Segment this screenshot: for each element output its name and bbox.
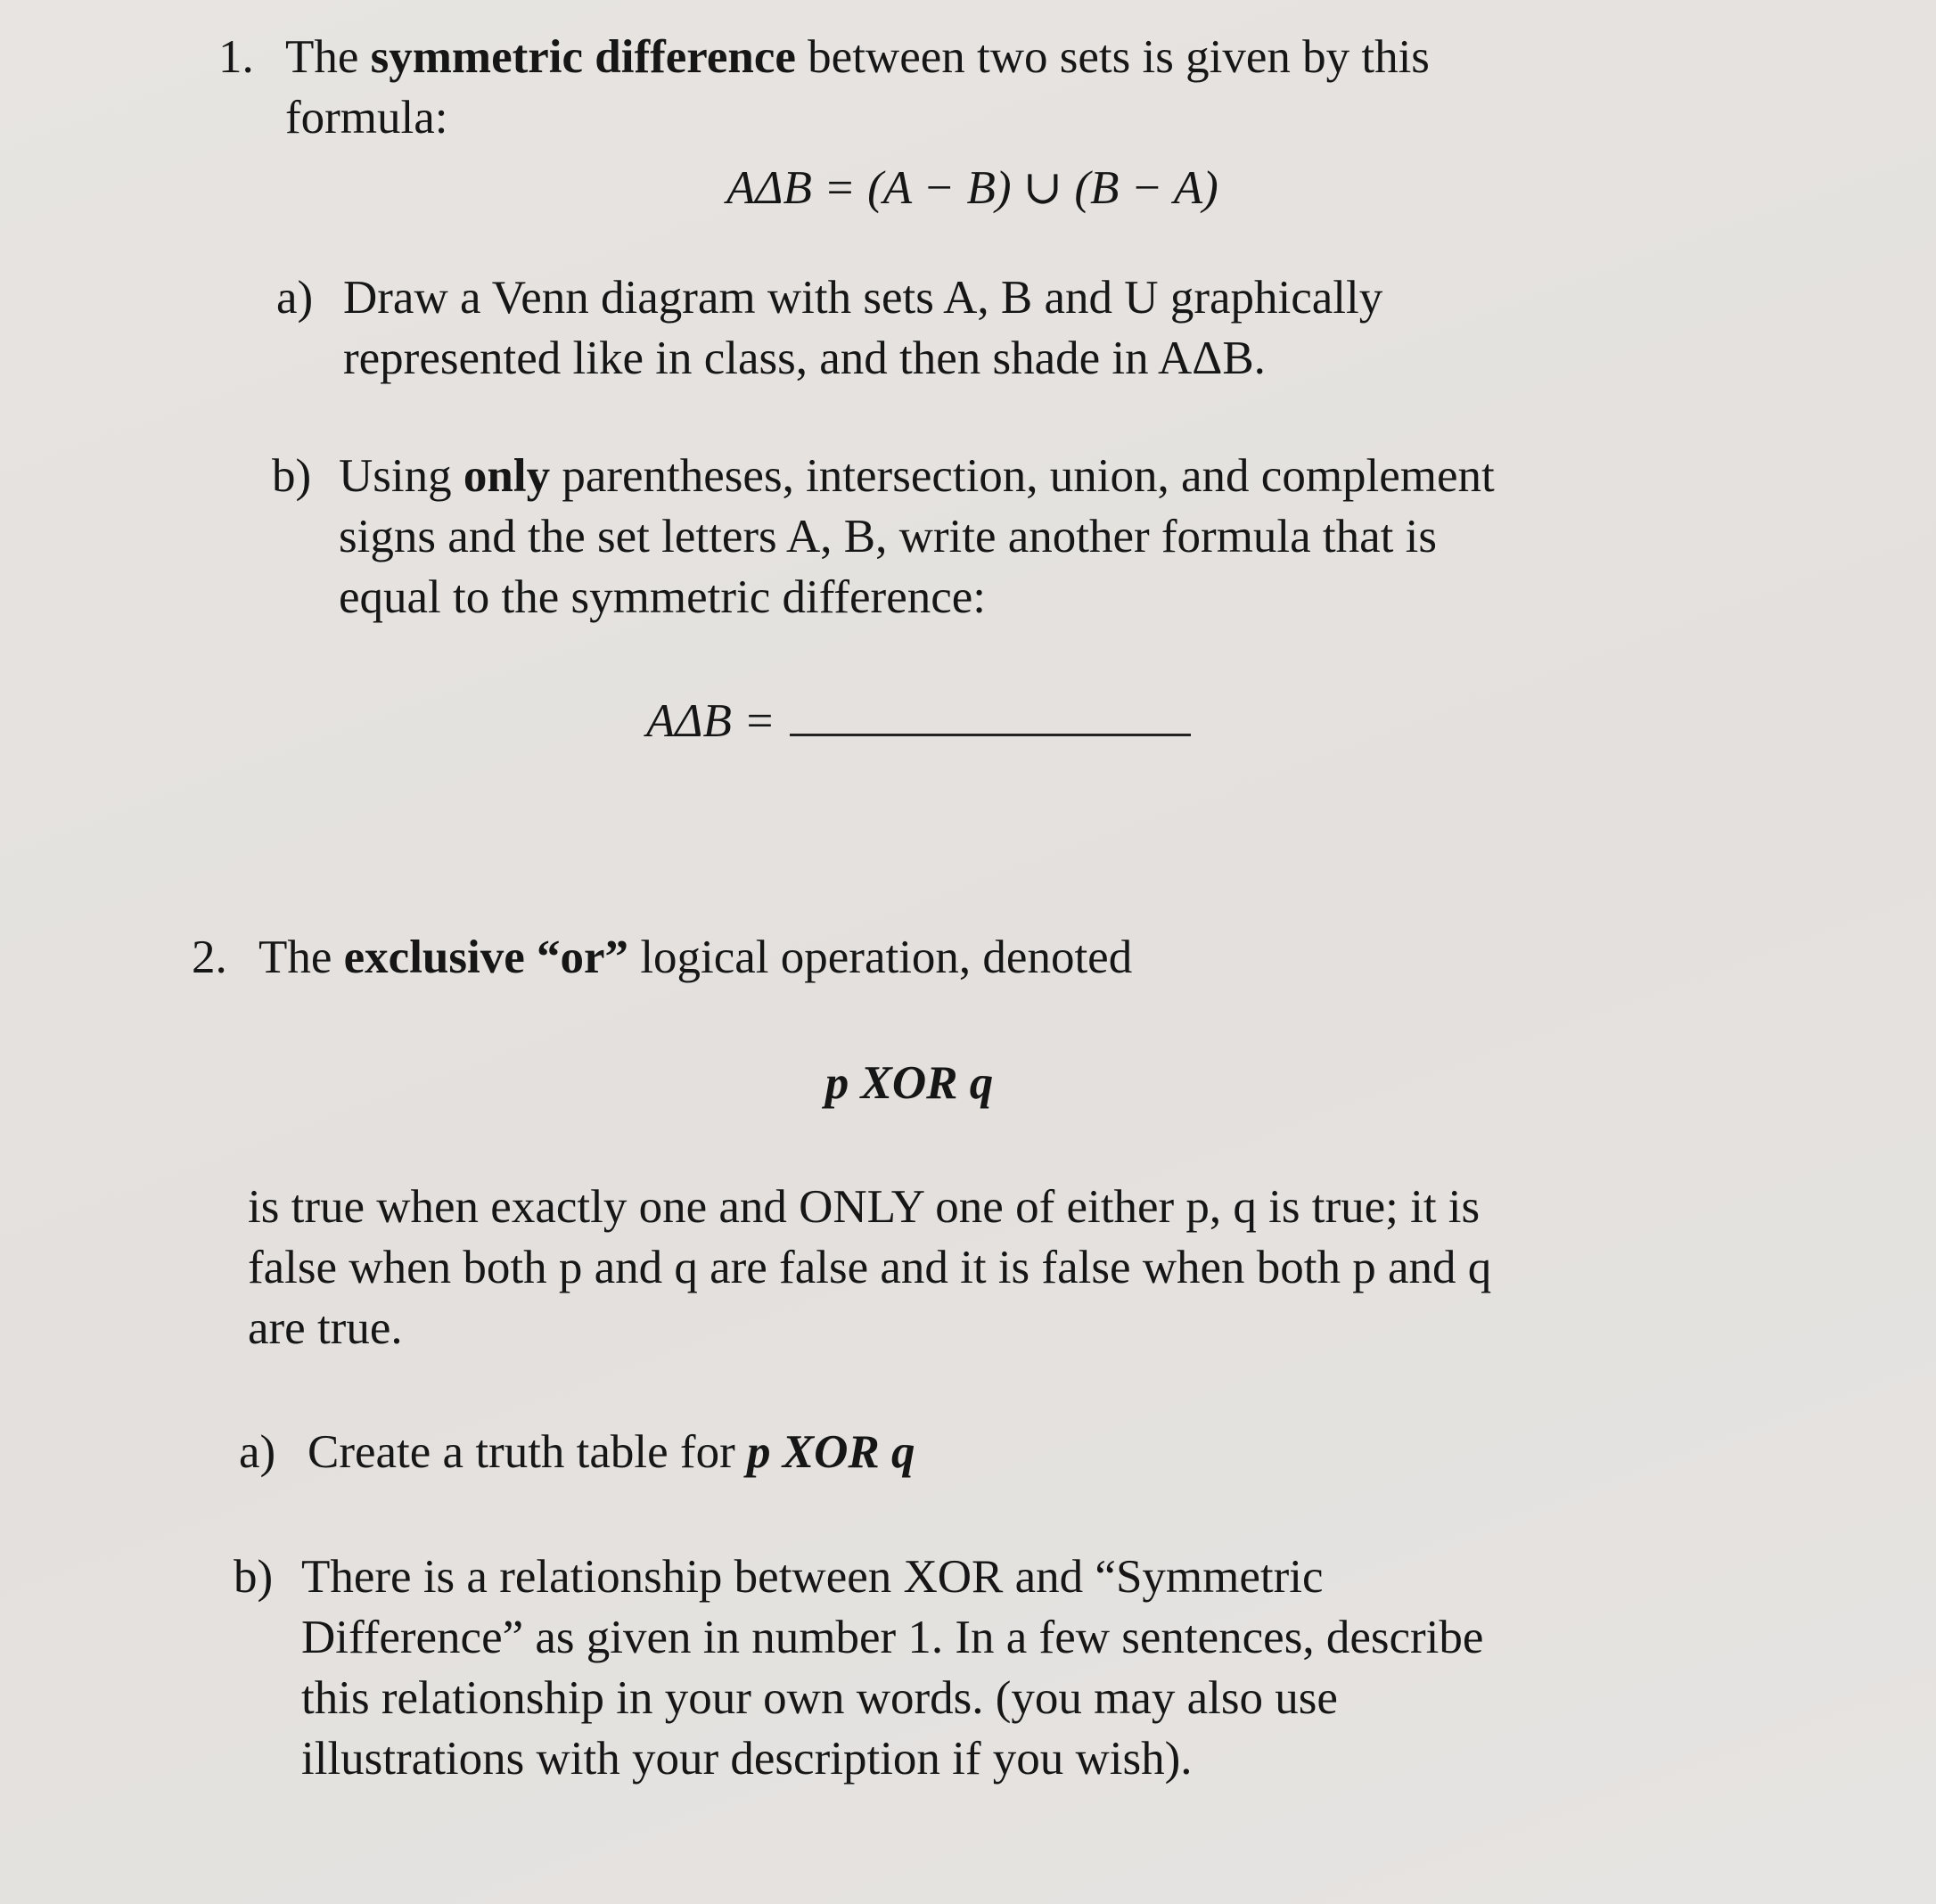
q2-desc-line3: are true. bbox=[248, 1302, 403, 1354]
q1-b-label-text: b) bbox=[272, 450, 312, 502]
q1-formula: AΔB = (A − B) ∪ (B − A) bbox=[726, 162, 1218, 214]
q1-b-answer-lhs: AΔB = bbox=[646, 695, 775, 747]
q1-a-label-text: a) bbox=[276, 272, 314, 324]
q2-number bbox=[192, 927, 227, 988]
q2-a-text bbox=[308, 1422, 915, 1482]
q1-b-line1-bold: only bbox=[463, 450, 551, 502]
q2-b-line3: this relationship in your own words. (you may also use bbox=[301, 1672, 1338, 1724]
q2-a-text-math: p XOR q bbox=[746, 1426, 915, 1478]
q2-description bbox=[248, 1177, 1491, 1358]
q2-intro-bold: exclusive “or” bbox=[343, 931, 629, 983]
q1-number-text: 1. bbox=[218, 31, 254, 83]
q1-b-line2: signs and the set letters A, B, write another formula that is bbox=[339, 511, 1437, 562]
q1-b-label bbox=[272, 446, 311, 506]
q2-b-label bbox=[234, 1547, 273, 1607]
q2-desc-line1: is true when exactly one and ONLY one of either p, q is true; it is bbox=[248, 1181, 1481, 1233]
q2-b-line4: illustrations with your description if you wish). bbox=[301, 1733, 1193, 1785]
q1-b-line1-pre: Using bbox=[339, 450, 463, 502]
q2-intro-pre: The bbox=[258, 931, 344, 983]
q2-b-line1: There is a relationship between XOR and “Symmetric bbox=[301, 1551, 1324, 1603]
q1-a-text bbox=[343, 267, 1382, 389]
q2-intro bbox=[258, 927, 1132, 988]
q1-intro-line1 bbox=[285, 27, 1430, 87]
q1-b-line3: equal to the symmetric difference: bbox=[339, 571, 987, 623]
q1-intro-post: between two sets is given by this bbox=[795, 31, 1430, 83]
q2-desc-line2: false when both p and q are false and it is false when both p and q bbox=[248, 1242, 1492, 1293]
q1-intro-line2: formula: bbox=[285, 92, 448, 144]
q1-a-label bbox=[276, 267, 313, 328]
q2-a-text-plain: Create a truth table for bbox=[308, 1426, 747, 1478]
q1-a-line1: Draw a Venn diagram with sets A, B and U graphically bbox=[343, 272, 1383, 324]
q2-number-text: 2. bbox=[192, 931, 227, 983]
answer-blank-line[interactable] bbox=[790, 694, 1191, 736]
q1-b-answer bbox=[646, 691, 1191, 751]
q2-a-label bbox=[239, 1422, 275, 1482]
q2-b-line2: Difference” as given in number 1. In a few sentences, describe bbox=[301, 1612, 1484, 1663]
q2-operation bbox=[731, 1056, 1087, 1110]
q2-b-label-text: b) bbox=[234, 1551, 274, 1603]
q1-intro bbox=[285, 27, 1430, 148]
q2-b-text bbox=[301, 1547, 1483, 1789]
q2-operation-text: p XOR q bbox=[824, 1057, 994, 1109]
q1-a-line2: represented like in class, and then shade in AΔB. bbox=[343, 332, 1266, 384]
q1-intro-bold: symmetric difference bbox=[370, 31, 796, 83]
q1-b-line1 bbox=[339, 446, 1495, 506]
q2-a-label-text: a) bbox=[239, 1426, 276, 1478]
q1-intro-pre: The bbox=[285, 31, 371, 83]
q2-intro-post: logical operation, denoted bbox=[628, 931, 1133, 983]
q1-b-line1-post: parentheses, intersection, union, and complement bbox=[550, 450, 1495, 502]
q1-number bbox=[218, 27, 254, 87]
q1-b-text bbox=[339, 446, 1495, 628]
